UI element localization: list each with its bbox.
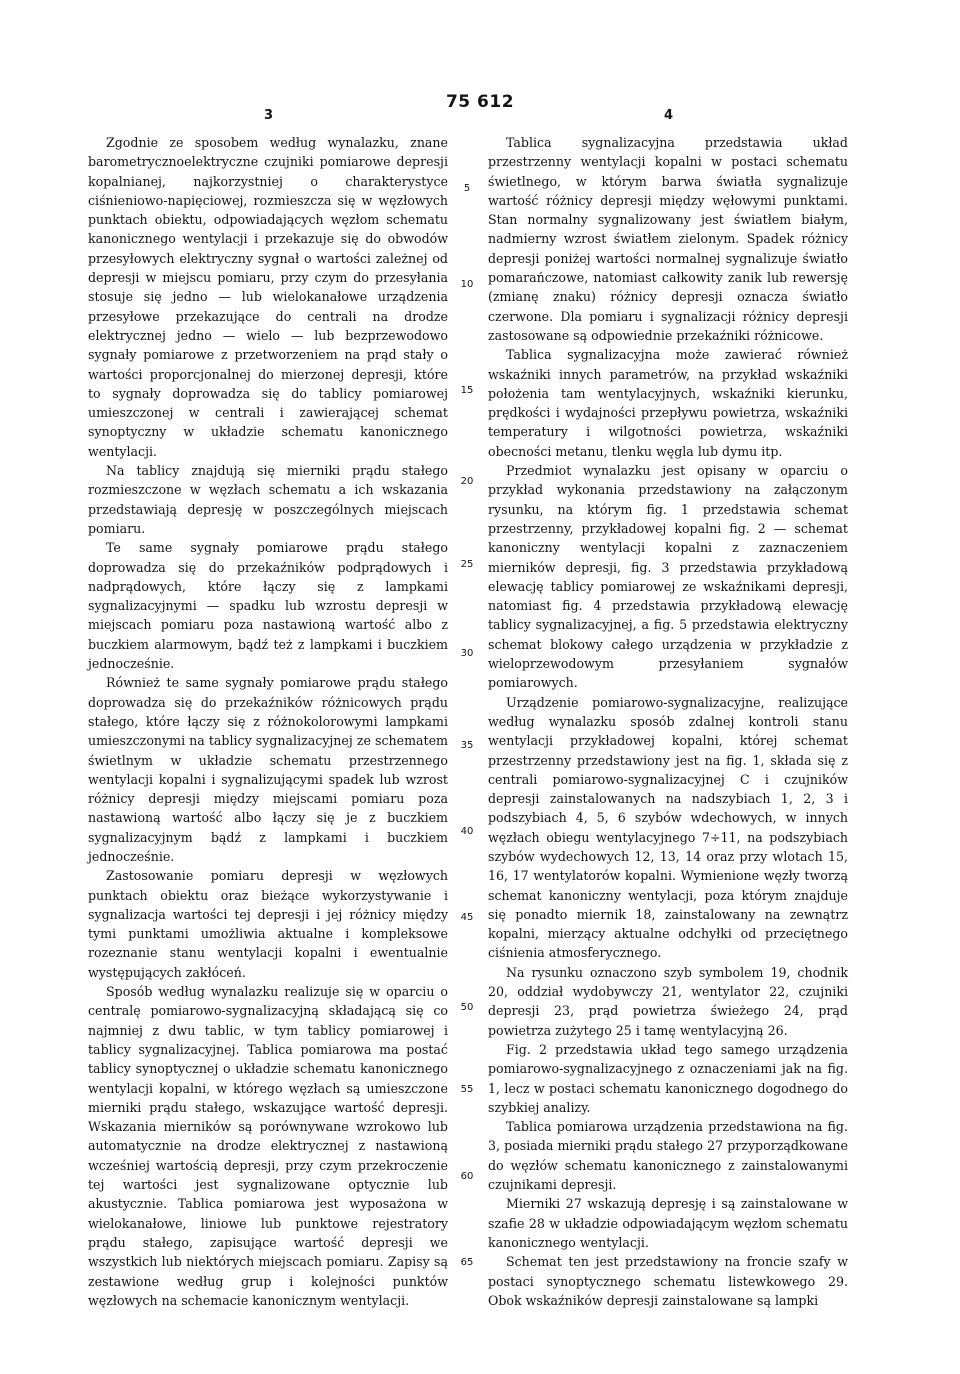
paragraph: Fig. 2 przedstawia układ tego samego urządzenia pomiarowo-sygnalizacyjnego z oznaczeniami jak na fig. 1, lecz w postaci schematu kanonicznego dogodnego do szybkiej analizy. (488, 1041, 848, 1115)
line-number: 55 (460, 1084, 474, 1095)
paragraph: Na rysunku oznaczono szyb symbolem 19, chodnik 20, oddział wydobywczy 21, wentylator 22, czujniki depresji 23, prąd powietrza świeżego 24, prąd powietrza zużytego 25 i tamę wentylacyjną 26. (488, 964, 848, 1038)
line-number: 50 (460, 1002, 474, 1013)
line-number: 45 (460, 912, 474, 923)
paragraph: Na tablicy znajdują się mierniki prądu stałego rozmieszczone w węzłach schematu a ich wskazania przedstawiają depresję w poszczególnych miejscach pomiaru. (88, 463, 448, 536)
left-column-number: 3 (264, 108, 274, 123)
right-column-number: 4 (664, 108, 674, 123)
paragraph: Tablica pomiarowa urządzenia przedstawiona na fig. 3, posiada mierniki prądu stałego 27 przyporządkowane do węzłów schematu kanonicznego z zainstalowanymi czujnikami depresji. (488, 1119, 848, 1193)
line-number: 40 (460, 826, 474, 837)
patent-number: 75 612 (445, 92, 515, 112)
line-number: 15 (460, 385, 474, 396)
paragraph: Urządzenie pomiarowo-sygnalizacyjne, realizujące według wynalazku sposób zdalnej kontroli stanu wentylacji przykładowej kopalni, której schemat przestrzenny przedstawiony jest na fig. 1, składa się z centrali pomiarowo-sygnalizacyjnej C i czujników depresji zainstalowanych na nadszybiach 1, 2, 3 i podszybiach 4, 5, 6 szybów wdechowych, w innych węzłach obiegu wentylacyjnego 7÷11, na podszybiach szybów wydechowych 12, 13, 14 oraz przy wlotach 15, 16, 17 wentylatorów kopalni. Wymienione węzły tworzą schemat kanoniczny wentylacji, poza którym znajduje się ponadto miernik 18, zainstalowany na zewnątrz kopalni, mierzący aktualne odchyłki od przeciętnego ciśnienia atmosferycznego. (488, 694, 848, 961)
line-number: 10 (460, 279, 474, 290)
right-column (488, 133, 848, 1310)
left-column (88, 133, 448, 1310)
paragraph: Zastosowanie pomiaru depresji w węzłowych punktach obiektu oraz bieżące wykorzystywanie i sygnalizacja wartości tej depresji i jej różnicy między tymi punktami umożliwia aktualne i kompleksowe rozeznanie stanu wentylacji kopalni i ewentualnie występujących zakłóceń. (88, 868, 448, 980)
paragraph: Mierniki 27 wskazują depresję i są zainstalowane w szafie 28 w układzie odpowiadającym węzłom schematu kanonicznego wentylacji. (488, 1196, 848, 1250)
line-number: 60 (460, 1171, 474, 1182)
line-number: 65 (460, 1257, 474, 1268)
line-number: 35 (460, 740, 474, 751)
paragraph: Tablica sygnalizacyjna może zawierać również wskaźniki innych parametrów, na przykład wskaźniki położenia tam wentylacyjnych, wskaźniki kierunku, prędkości i wydajności przepływu powietrza, wskaźniki temperatury i wilgotności powietrza, wskaźniki obecności metanu, tlenku węgla lub dymu itp. (488, 347, 848, 459)
line-number: 30 (460, 648, 474, 659)
paragraph: Również te same sygnały pomiarowe prądu stałego doprowadza się do przekaźników różnicowych prądu stałego, które łączy się z różnokolorowymi lampkami umieszczonymi na tablicy sygnalizacyjnej ze schematem świetlnym w układzie schematu przestrzennego wentylacji kopalni i sygnalizującymi spadek lub wzrost różnicy depresji między miejscami pomiaru poza nastawioną wartość albo łączy się je z buczkiem sygnalizacyjnym bądź z lampkami i buczkiem jednocześnie. (88, 675, 448, 864)
paragraph: Sposób według wynalazku realizuje się w oparciu o centralę pomiarowo-sygnalizacyjną składającą się co najmniej z dwu tablic, w tym tablicy pomiarowej i tablicy sygnalizacyjnej. Tablica pomiarowa ma postać tablicy synoptycznej o układzie schematu kanonicznego wentylacji kopalni, w którego węzłach są umieszczone mierniki prądu stałego, wskazujące wartość depresji. Wskazania mierników są porównywane wzrokowo lub automatycznie na drodze elektrycznej z nastawioną wcześniej wartością depresji, przy czym przekroczenie tej wartości jest sygnalizowane optycznie lub akustycznie. Tablica pomiarowa jest wyposażona w wielokanałowe, liniowe lub punktowe rejestratory prądu stałego, zapisujące wartość depresji we wszystkich lub niektórych miejscach pomiaru. Zapisy są zestawione według grup i kolejności punktów węzłowych na schemacie kanonicznym wentylacji. (88, 984, 448, 1308)
paragraph: Przedmiot wynalazku jest opisany w oparciu o przykład wykonania przedstawiony na załączonym rysunku, na którym fig. 1 przedstawia schemat przestrzenny, przykładowej kopalni fig. 2 — schemat kanoniczny wentylacji kopalni z zaznaczeniem mierników depresji, fig. 3 przedstawia przykładową elewację tablicy pomiarowej ze wskaźnikami depresji, natomiast fig. 4 przedstawia przykładową elewację tablicy sygnalizacyjnej, a fig. 5 przedstawia elektryczny schemat blokowy całego urządzenia w przykładzie z wieloprzewodowym przesyłaniem sygnałów pomiarowych. (488, 463, 848, 691)
paragraph: Schemat ten jest przedstawiony na froncie szafy w postaci synoptycznego schematu listewkowego 29. Obok wskaźników depresji zainstalowane są lampki (488, 1254, 848, 1308)
line-number: 25 (460, 559, 474, 570)
line-number: 5 (463, 183, 471, 194)
line-number: 20 (460, 476, 474, 487)
paragraph: Zgodnie ze sposobem według wynalazku, znane barometrycznoelektryczne czujniki pomiarowe depresji kopalnianej, najkorzystniej o charakterystyce ciśnieniowo-napięciowej, rozmieszcza się w węzłowych punktach obiektu, odpowiadających węzłom schematu kanonicznego wentylacji i przekazuje się do obwodów przesyłowych elektryczny sygnał o wartości zależnej od depresji w miejscu pomiaru, przy czym do przesyłania stosuje się jedno — lub wielokanałowe urządzenia przesyłowe przekazujące do centrali na drodze elektrycznej jedno — wielo — lub bezprzewodowo sygnały pomiarowe z przetworzeniem na prąd stały o wartości proporcjonalnej do mierzonej depresji, które to sygnały doprowadza się do tablicy pomiarowej umieszczonej w centrali i zawierającej schemat synoptyczny w układzie schematu kanonicznego wentylacji. (88, 135, 448, 459)
paragraph: Te same sygnały pomiarowe prądu stałego doprowadza się do przekaźników podprądowych i nadprądowych, które łączy się z lampkami sygnalizacyjnymi — spadku lub wzrostu depresji w miejscach pomiaru poza nastawioną wartość albo z buczkiem alarmowym, bądź też z lampkami i buczkiem jednocześnie. (88, 540, 448, 672)
paragraph: Tablica sygnalizacyjna przedstawia układ przestrzenny wentylacji kopalni w postaci schematu świetlnego, w którym barwa światła sygnalizuje wartość różnicy depresji między węłowymi punktami. Stan normalny sygnalizowany jest światłem białym, nadmierny wzrost światłem zielonym. Spadek różnicy depresji poniżej wartości normalnej sygnalizuje światło pomarańczowe, natomiast całkowity zanik lub rewersję (zmianę znaku) różnicy depresji oznacza światło czerwone. Dla pomiaru i sygnalizacji różnicy depresji zastosowane są odpowiednie przekaźniki różnicowe. (488, 135, 848, 343)
